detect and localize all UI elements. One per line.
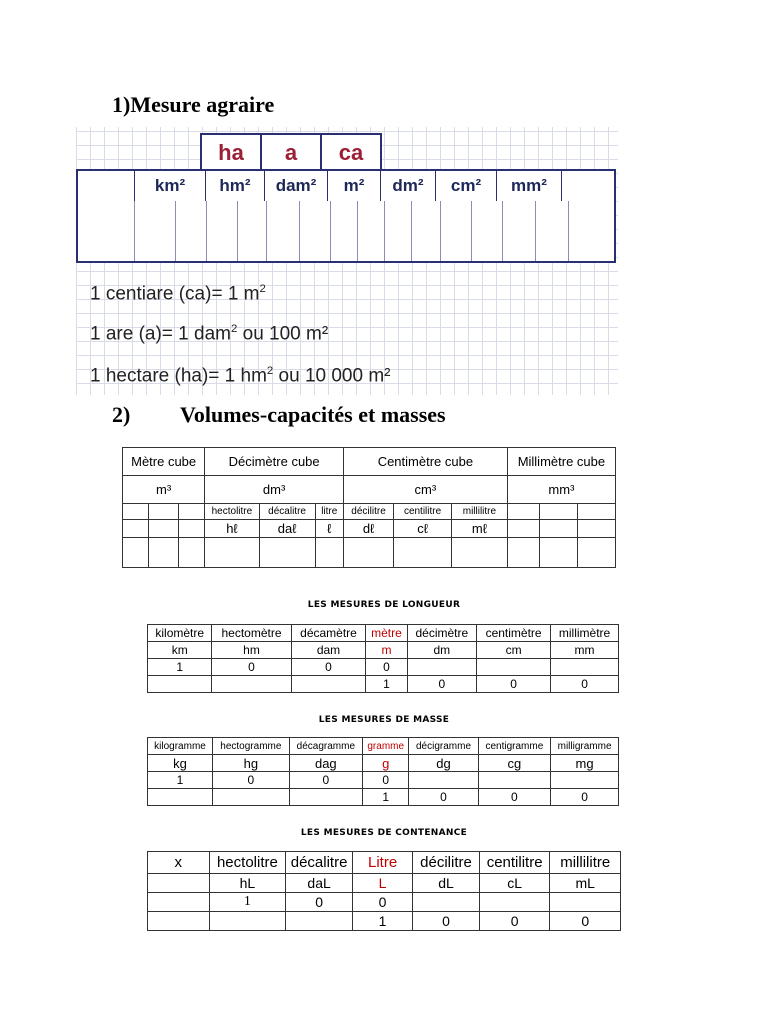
agraire-top-units — [200, 133, 382, 173]
empty-cell — [78, 171, 135, 201]
sym-g: g — [362, 755, 409, 772]
header-centimetre-cube: Centimètre cube — [343, 448, 507, 476]
sym-l: L — [352, 874, 412, 893]
cell — [291, 676, 366, 693]
header-decimetre-cube: Décimètre cube — [205, 448, 344, 476]
sym-cg: cg — [478, 755, 551, 772]
cell: 1 — [148, 772, 213, 789]
cap-name-decilitre: décilitre — [343, 504, 393, 520]
cell: 0 — [366, 659, 407, 676]
name-gramme: gramme — [362, 738, 409, 755]
cell: 0 — [212, 659, 291, 676]
cell: 0 — [409, 789, 478, 806]
cap-name-hectolitre: hectolitre — [205, 504, 259, 520]
cell: 0 — [479, 912, 550, 931]
name-decilitre: décilitre — [413, 852, 480, 874]
cap-sym-dl: dℓ — [343, 520, 393, 538]
unit-ca: ca — [338, 140, 364, 165]
unit-cm2: cm² — [436, 171, 497, 201]
header-metre-cube: Mètre cube — [123, 448, 205, 476]
agraire-line-2: 1 are (a)= 1 dam$^2$ ou 100 m² — [90, 323, 329, 345]
sym-hm: hm — [212, 642, 291, 659]
cell: 1 — [209, 893, 286, 912]
cell: 0 — [289, 772, 362, 789]
cell — [550, 893, 621, 912]
name-kilometre: kilomètre — [148, 625, 212, 642]
cell: 1 — [352, 912, 412, 931]
sym-km: km — [148, 642, 212, 659]
sym-m: m — [366, 642, 407, 659]
name-centilitre: centilitre — [479, 852, 550, 874]
cap-name-litre: litre — [315, 504, 343, 520]
cell — [209, 912, 286, 931]
cap-sym-ml: mℓ — [452, 520, 508, 538]
sym-kg: kg — [148, 755, 213, 772]
sym-dm: dm — [407, 642, 477, 659]
cell: 0 — [551, 789, 619, 806]
sym-dam: dam — [291, 642, 366, 659]
agraire-line-1: 1 centiare (ca)= 1 $m^2$ — [90, 283, 266, 305]
cap-name-centilitre: centilitre — [394, 504, 452, 520]
unit-hm2: hm² — [206, 171, 265, 201]
cell: 0 — [477, 676, 551, 693]
sym-cm: cm — [477, 642, 551, 659]
name-milligramme: milligramme — [551, 738, 619, 755]
unit-a: a — [262, 135, 322, 171]
sym-dl: dL — [413, 874, 480, 893]
cell: 0 — [362, 772, 409, 789]
cell: 0 — [551, 676, 619, 693]
cell — [148, 893, 210, 912]
cell: 1 — [366, 676, 407, 693]
cell — [478, 772, 551, 789]
sym-dag: dag — [289, 755, 362, 772]
unit-m2: m² — [328, 171, 381, 201]
name-decimetre: décimètre — [407, 625, 477, 642]
cell — [148, 676, 212, 693]
cap-sym-cl: cℓ — [394, 520, 452, 538]
cell — [212, 676, 291, 693]
cell: 0 — [352, 893, 412, 912]
cap-sym-l: ℓ — [315, 520, 343, 538]
sym-mg: mg — [551, 755, 619, 772]
sym-empty — [148, 874, 210, 893]
cell — [413, 893, 480, 912]
cap-name-millilitre: millilitre — [452, 504, 508, 520]
name-millimetre: millimètre — [551, 625, 619, 642]
cap-name-decalitre: décalitre — [259, 504, 315, 520]
cell — [477, 659, 551, 676]
unit-cm3: cm³ — [343, 476, 507, 504]
name-metre: mètre — [366, 625, 407, 642]
unit-mm3: mm³ — [507, 476, 615, 504]
name-centimetre: centimètre — [477, 625, 551, 642]
unit-dam2: dam² — [265, 171, 328, 201]
cell: 0 — [291, 659, 366, 676]
name-kilogramme: kilogramme — [148, 738, 213, 755]
sym-ml: mL — [550, 874, 621, 893]
name-litre: Litre — [352, 852, 412, 874]
cap-sym-dal: daℓ — [259, 520, 315, 538]
cell — [148, 789, 213, 806]
cell — [479, 893, 550, 912]
header-millimetre-cube: Millimètre cube — [507, 448, 615, 476]
unit-mm2: mm² — [497, 171, 562, 201]
name-x: x — [148, 852, 210, 874]
cell: 0 — [550, 912, 621, 931]
cell — [551, 772, 619, 789]
name-hectometre: hectomètre — [212, 625, 291, 642]
name-hectolitre: hectolitre — [209, 852, 286, 874]
cell: 0 — [286, 893, 353, 912]
cell — [407, 659, 477, 676]
agraire-blank-row — [76, 201, 616, 263]
cell: 0 — [407, 676, 477, 693]
name-decalitre: décalitre — [286, 852, 353, 874]
empty-cell — [562, 171, 614, 201]
cell — [286, 912, 353, 931]
cell: 0 — [478, 789, 551, 806]
longueur-table — [147, 624, 619, 693]
sym-cl: cL — [479, 874, 550, 893]
sym-hl: hL — [209, 874, 286, 893]
sym-dal: daL — [286, 874, 353, 893]
cell — [148, 912, 210, 931]
unit-km2: km² — [135, 171, 206, 201]
contenance-table — [147, 851, 621, 931]
section2-number: 2) — [112, 402, 131, 427]
cell: 0 — [213, 772, 290, 789]
cell — [289, 789, 362, 806]
masse-table — [147, 737, 619, 806]
agraire-line-3: 1 hectare (ha)= 1 $hm^2$ ou 10 000 m² — [90, 365, 391, 387]
name-decagramme: décagramme — [289, 738, 362, 755]
cell — [409, 772, 478, 789]
name-decigramme: décigramme — [409, 738, 478, 755]
cell: 1 — [362, 789, 409, 806]
cell — [213, 789, 290, 806]
sym-hg: hg — [213, 755, 290, 772]
contenance-title: LES MESURES DE CONTENANCE — [300, 828, 468, 838]
agraire-units-row — [76, 169, 616, 203]
section1-heading: 1)Mesure agraire — [112, 92, 275, 117]
sym-dg: dg — [409, 755, 478, 772]
unit-dm2: dm² — [381, 171, 436, 201]
unit-m3: m³ — [123, 476, 205, 504]
name-centigramme: centigramme — [478, 738, 551, 755]
agraire-figure — [76, 127, 618, 395]
cell — [551, 659, 619, 676]
section2-heading: Volumes-capacités et masses — [180, 402, 446, 427]
unit-dm3: dm³ — [205, 476, 344, 504]
cell: 1 — [148, 659, 212, 676]
sym-mm: mm — [551, 642, 619, 659]
unit-ha: ha — [202, 135, 262, 171]
volumes-table — [122, 447, 616, 568]
name-decametre: décamètre — [291, 625, 366, 642]
name-hectogramme: hectogramme — [213, 738, 290, 755]
longueur-title: LES MESURES DE LONGUEUR — [307, 600, 461, 610]
cell: 0 — [413, 912, 480, 931]
masse-title: LES MESURES DE MASSE — [318, 715, 450, 725]
name-millilitre: millilitre — [550, 852, 621, 874]
cap-sym-hl: hℓ — [205, 520, 259, 538]
